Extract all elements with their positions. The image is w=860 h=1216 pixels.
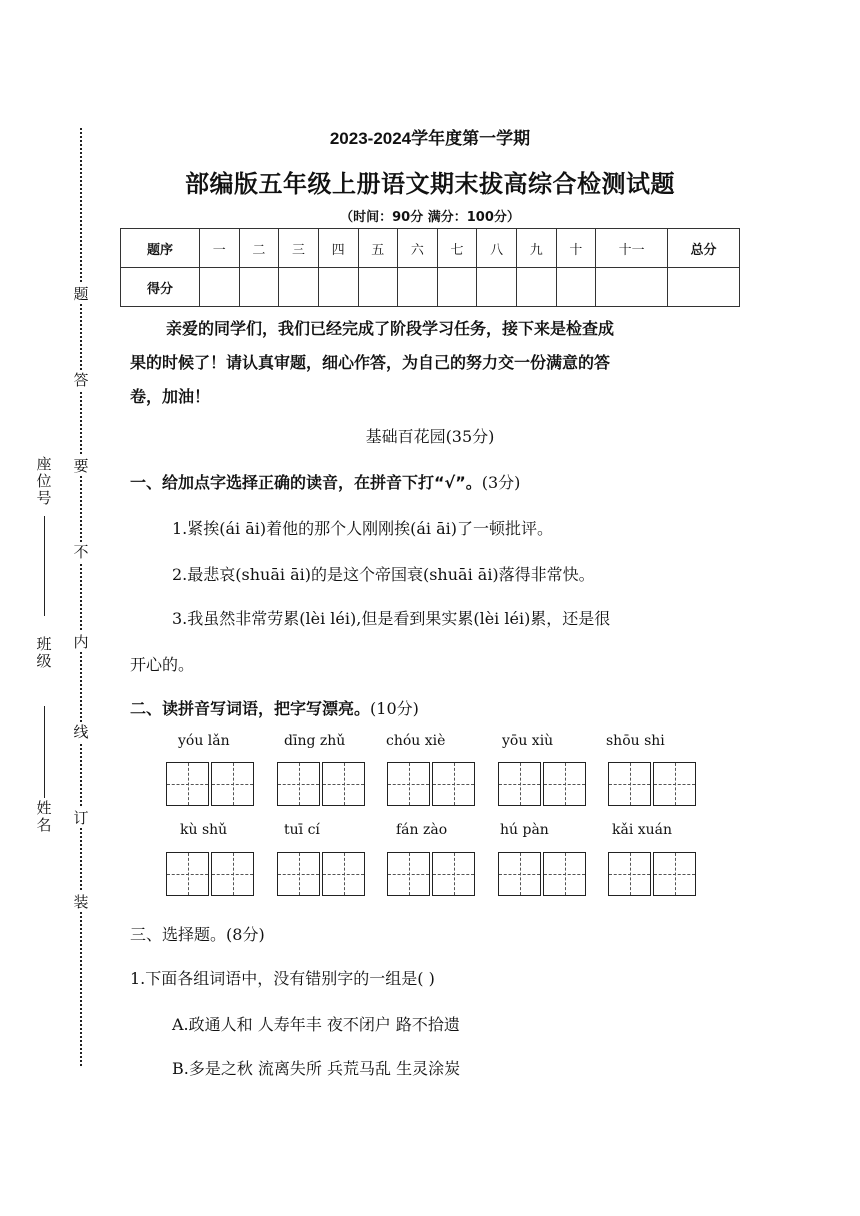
question-3-item-1: 1.下面各组词语中，没有错别字的一组是( ) [130,969,435,988]
writing-cell[interactable] [543,852,586,896]
pinyin-label: tuī cí [284,822,320,838]
column-header: 三 [279,229,319,268]
score-cell[interactable] [200,268,240,307]
question-title-text: 三、选择题。 [130,925,227,944]
score-cell[interactable] [239,268,279,307]
score-table-score-row [121,268,740,307]
writing-grid[interactable] [387,762,477,806]
pinyin-label: hú pàn [500,822,549,838]
writing-grid[interactable] [166,852,256,896]
binding-char: 线 [73,723,89,741]
binding-char: 不 [73,543,89,561]
writing-grid[interactable] [608,852,698,896]
seat-number-line[interactable] [44,516,45,616]
question-title-text: 二、读拼音写词语，把字写漂亮。 [130,699,371,718]
writing-grid[interactable] [166,762,256,806]
column-header: 八 [477,229,517,268]
column-header: 七 [437,229,477,268]
question-3-option-a[interactable]: A.政通人和 人寿年丰 夜不闭户 路不拾遗 [172,1015,460,1034]
writing-cell[interactable] [653,852,696,896]
column-header: 六 [398,229,438,268]
score-cell[interactable] [318,268,358,307]
writing-cell[interactable] [498,852,541,896]
writing-grid[interactable] [608,762,698,806]
writing-cell[interactable] [432,762,475,806]
intro-line: 卷，加油！ [130,387,211,406]
score-cell[interactable] [517,268,557,307]
column-header: 五 [358,229,398,268]
intro-paragraph [130,312,734,414]
question-2-title [130,696,419,719]
question-3-title [130,922,265,945]
row-label: 题序 [121,229,200,268]
pinyin-label: dīng zhǔ [284,733,346,749]
pinyin-label: kù shǔ [180,822,228,838]
score-cell[interactable] [398,268,438,307]
score-table [120,228,740,307]
writing-cell[interactable] [211,852,254,896]
score-cell[interactable] [279,268,319,307]
column-header: 十 [556,229,596,268]
score-cell[interactable] [477,268,517,307]
score-table-header-row [121,229,740,268]
section-title: 基础百花园(35分) [365,427,495,446]
binding-char: 要 [73,457,89,475]
binding-char: 题 [73,285,89,303]
binding-char: 答 [73,371,89,389]
writing-cell[interactable] [498,762,541,806]
writing-cell[interactable] [211,762,254,806]
exam-title: 部编版五年级上册语文期末拔高综合检测试题 [185,170,675,198]
column-header: 一 [200,229,240,268]
writing-grid[interactable] [277,852,367,896]
question-title-text: 一、给加点字选择正确的读音，在拼音下打“√”。 [130,473,482,492]
intro-line: 果的时候了！请认真审题，细心作答，为自己的努力交一份满意的答 [130,353,611,372]
column-header: 十一 [596,229,668,268]
seat-number-label: 座位号 [36,455,52,507]
binding-char: 内 [73,633,89,651]
question-1-item-3: 3.我虽然非常劳累(lèi léi),但是看到果实累(lèi léi)累，还是很 [172,609,611,628]
question-1-item-1: 1.紧挨(ái āi)着他的那个人刚刚挨(ái āi)了一顿批评。 [172,519,554,538]
pinyin-label: shōu shi [606,733,665,749]
pinyin-label: yóu lǎn [178,733,230,749]
score-cell[interactable] [596,268,668,307]
question-1-item-3-cont: 开心的。 [130,655,195,674]
writing-cell[interactable] [277,852,320,896]
writing-cell[interactable] [387,762,430,806]
question-1-item-2: 2.最悲哀(shuāi āi)的是这个帝国衰(shuāi āi)落得非常快。 [172,565,595,584]
score-cell[interactable] [437,268,477,307]
exam-time-info: （时间：90分 满分：100分） [340,210,520,225]
writing-cell[interactable] [653,762,696,806]
writing-cell[interactable] [387,852,430,896]
binding-char: 订 [73,809,89,827]
column-header: 四 [318,229,358,268]
binding-dotted-line [80,128,82,1066]
class-label: 班级 [36,635,52,670]
writing-cell[interactable] [166,852,209,896]
writing-cell[interactable] [277,762,320,806]
writing-cell[interactable] [543,762,586,806]
writing-cell[interactable] [322,762,365,806]
class-line[interactable] [44,706,45,798]
score-cell[interactable] [358,268,398,307]
writing-grid[interactable] [387,852,477,896]
writing-cell[interactable] [166,762,209,806]
exam-year: 2023-2024学年度第一学期 [329,129,531,148]
writing-cell[interactable] [608,852,651,896]
intro-line: 亲爱的同学们，我们已经完成了阶段学习任务，接下来是检查成 [166,319,615,338]
question-3-option-b[interactable]: B.多是之秋 流离失所 兵荒马乱 生灵涂炭 [172,1059,461,1078]
writing-cell[interactable] [322,852,365,896]
score-cell[interactable] [556,268,596,307]
name-label: 姓名 [36,799,52,834]
pinyin-label: yōu xiù [502,733,554,749]
writing-grid[interactable] [498,852,588,896]
question-points: (10分) [370,699,419,718]
question-points: (8分) [226,925,265,944]
column-header-total: 总分 [668,229,740,268]
writing-grid[interactable] [277,762,367,806]
writing-grid[interactable] [498,762,588,806]
score-cell-total[interactable] [668,268,740,307]
pinyin-label: fán zào [396,822,448,838]
column-header: 九 [517,229,557,268]
question-points: (3分) [481,473,521,492]
question-1-title [130,470,520,493]
binding-char: 装 [73,893,89,911]
writing-cell[interactable] [608,762,651,806]
row-label: 得分 [121,268,200,307]
pinyin-label: kǎi xuán [612,822,673,838]
pinyin-label: chóu xiè [386,733,446,749]
writing-cell[interactable] [432,852,475,896]
column-header: 二 [239,229,279,268]
